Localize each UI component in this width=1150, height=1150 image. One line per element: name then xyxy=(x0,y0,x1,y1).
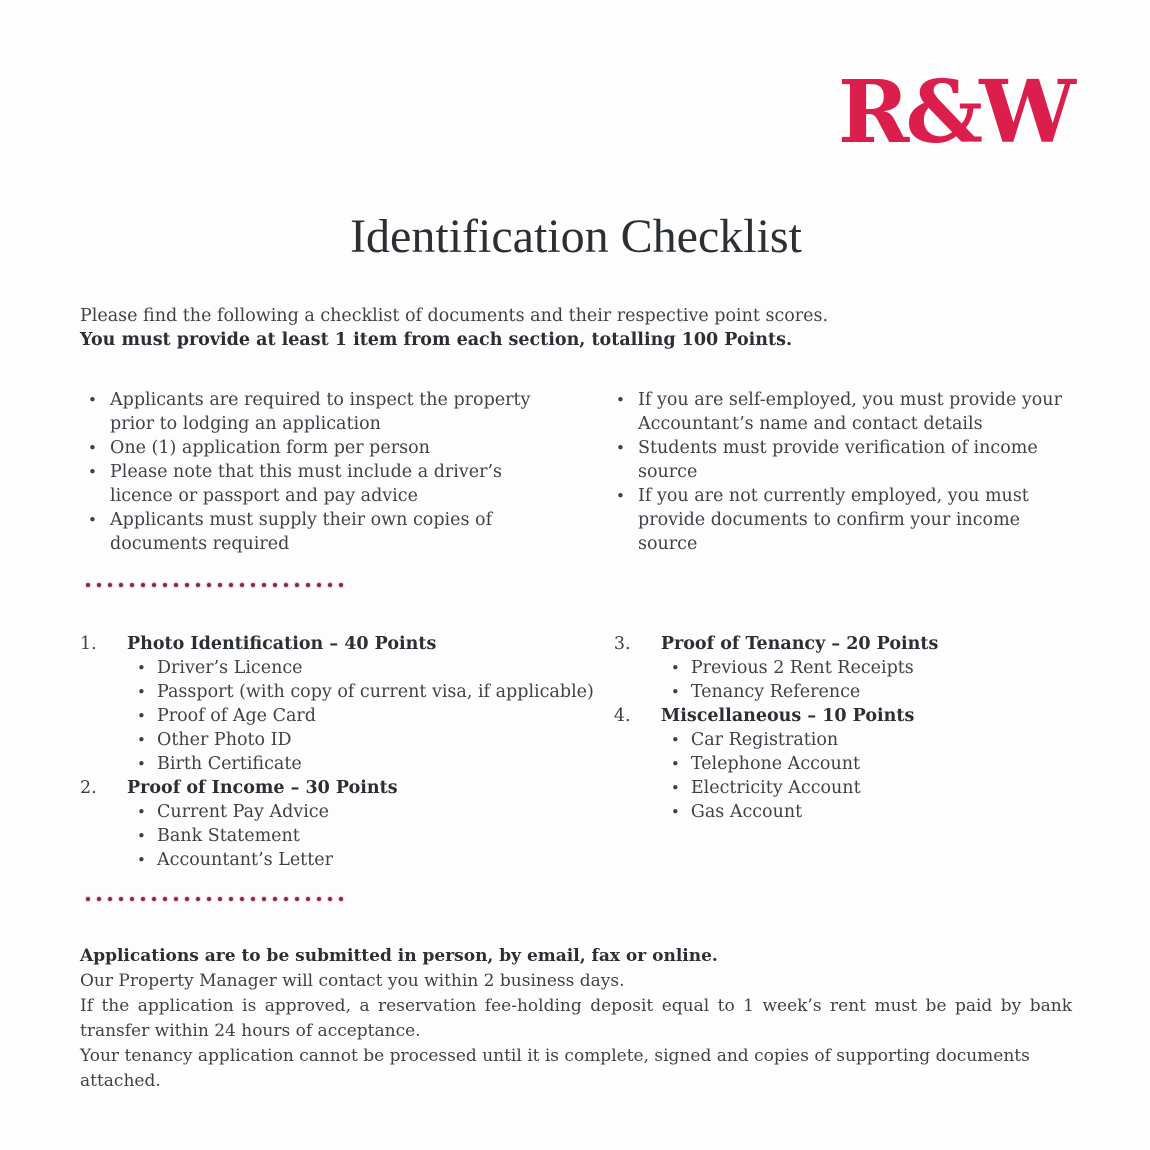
bullet-icon: • xyxy=(88,439,97,457)
dot-icon xyxy=(97,583,101,587)
dotted-separator-top xyxy=(80,582,1072,588)
list-item xyxy=(671,752,1072,776)
list-item xyxy=(671,800,1072,824)
dot-icon xyxy=(262,583,266,587)
bullet-icon: • xyxy=(137,707,146,725)
bullet-icon: • xyxy=(88,391,97,409)
bullet-icon: • xyxy=(616,487,625,505)
list-item-text: Applicants must supply their own copies of documents required xyxy=(110,510,493,554)
section-number: 3. xyxy=(613,634,631,654)
list-item xyxy=(616,484,1072,556)
list-item-text: Gas Account xyxy=(690,802,803,822)
list-item-text: Bank Statement xyxy=(157,826,300,846)
dotted-separator-bottom xyxy=(80,896,1072,902)
bullet-icon: • xyxy=(670,803,680,821)
dot-icon xyxy=(141,897,145,901)
bullet-icon: • xyxy=(670,683,680,701)
dot-icon xyxy=(108,897,112,901)
list-item xyxy=(137,800,594,824)
section-proof-of-tenancy xyxy=(614,632,1072,704)
section-header xyxy=(614,632,1072,656)
points-sections xyxy=(80,632,1072,872)
list-item xyxy=(671,680,1072,704)
list-item-text: Car Registration xyxy=(690,730,839,750)
dot-icon xyxy=(251,897,255,901)
list-item-text: Current Pay Advice xyxy=(157,802,329,822)
dot-icon xyxy=(108,583,112,587)
dot-icon xyxy=(273,583,277,587)
dot-icon xyxy=(328,583,332,587)
section-items xyxy=(80,800,594,872)
sections-column-left xyxy=(80,632,594,872)
list-item xyxy=(137,728,594,752)
section-heading: Miscellaneous – 10 Points xyxy=(660,706,915,726)
bullet-icon: • xyxy=(137,731,146,749)
dot-icon xyxy=(317,583,321,587)
dot-icon xyxy=(130,897,134,901)
list-item xyxy=(616,436,1072,484)
section-header xyxy=(80,632,594,656)
bullet-icon: • xyxy=(137,803,146,821)
list-item-text: Tenancy Reference xyxy=(690,682,861,702)
section-number: 2. xyxy=(80,778,97,798)
list-item xyxy=(671,656,1072,680)
dot-icon xyxy=(251,583,255,587)
list-item-text: Students must provide verification of income source xyxy=(638,438,1038,482)
footer-line: If the application is approved, a reservation fee-holding deposit equal to 1 week’s rent must be paid by bank transfer within 24 hours of acceptance. xyxy=(80,996,1072,1041)
dot-icon xyxy=(86,583,90,587)
page-title: Identification Checklist xyxy=(350,210,802,263)
list-item xyxy=(88,388,588,436)
dot-icon xyxy=(196,583,200,587)
dot-icon xyxy=(152,897,156,901)
bullet-icon: • xyxy=(670,779,680,797)
section-heading: Proof of Income – 30 Points xyxy=(127,778,398,798)
list-item xyxy=(137,824,594,848)
list-item-text: Driver’s Licence xyxy=(157,658,303,678)
bullet-icon: • xyxy=(88,511,97,529)
list-item xyxy=(671,728,1072,752)
bullet-icon: • xyxy=(137,827,146,845)
section-proof-of-income xyxy=(80,776,594,872)
bullet-icon: • xyxy=(670,755,680,773)
dot-icon xyxy=(218,583,222,587)
sections-column-right xyxy=(614,632,1072,872)
dot-icon xyxy=(163,897,167,901)
section-number: 1. xyxy=(80,634,97,654)
dot-icon xyxy=(152,583,156,587)
bullet-icon: • xyxy=(670,731,680,749)
section-heading: Photo Identification – 40 Points xyxy=(127,634,437,654)
list-item-text: If you are self-employed, you must provide your Accountant’s name and contact details xyxy=(638,390,1062,434)
dot-icon xyxy=(130,583,134,587)
dot-icon xyxy=(196,897,200,901)
dot-icon xyxy=(141,583,145,587)
section-items xyxy=(614,656,1072,704)
dot-icon xyxy=(174,897,178,901)
section-number: 4. xyxy=(613,706,631,726)
dot-icon xyxy=(207,897,211,901)
list-item xyxy=(137,848,594,872)
list-item xyxy=(137,752,594,776)
general-notes-right xyxy=(608,388,1072,556)
list-item-text: If you are not currently employed, you must provide documents to confirm your income source xyxy=(638,486,1029,554)
section-items xyxy=(614,728,1072,824)
dot-icon xyxy=(218,897,222,901)
dot-icon xyxy=(119,897,123,901)
footer-bold-line: Applications are to be submitted in person, by email, fax or online. xyxy=(80,946,718,966)
list-item-text: Birth Certificate xyxy=(157,754,302,774)
bullet-icon: • xyxy=(670,659,680,677)
section-header xyxy=(80,776,594,800)
list-item xyxy=(616,388,1072,436)
dot-icon xyxy=(229,583,233,587)
section-heading: Proof of Tenancy – 20 Points xyxy=(660,634,939,654)
list-item xyxy=(137,704,594,728)
section-miscellaneous xyxy=(614,704,1072,824)
dot-icon xyxy=(306,897,310,901)
list-item-text: Other Photo ID xyxy=(157,730,292,750)
list-item-text: One (1) application form per person xyxy=(110,438,430,458)
section-header xyxy=(614,704,1072,728)
dot-icon xyxy=(328,897,332,901)
list-item xyxy=(137,656,594,680)
section-photo-identification xyxy=(80,632,594,776)
list-item-text: Electricity Account xyxy=(690,778,861,798)
list-item-text: Telephone Account xyxy=(690,754,861,774)
dot-icon xyxy=(284,897,288,901)
dot-icon xyxy=(185,897,189,901)
page-header xyxy=(80,62,1072,163)
dot-icon xyxy=(97,897,101,901)
dot-icon xyxy=(262,897,266,901)
intro-line-2: You must provide at least 1 item from each section, totalling 100 Points. xyxy=(80,330,793,350)
footer-notes xyxy=(80,944,1072,1094)
dot-icon xyxy=(240,583,244,587)
dot-icon xyxy=(273,897,277,901)
dot-icon xyxy=(295,583,299,587)
dot-icon xyxy=(86,897,90,901)
dot-icon xyxy=(339,897,343,901)
dot-icon xyxy=(207,583,211,587)
dot-icon xyxy=(240,897,244,901)
list-item-text: Previous 2 Rent Receipts xyxy=(690,658,914,678)
bullet-icon: • xyxy=(137,755,146,773)
list-item-text: Please note that this must include a driver’s licence or passport and pay advice xyxy=(110,462,503,506)
dot-icon xyxy=(185,583,189,587)
list-item xyxy=(88,508,588,556)
bullet-icon: • xyxy=(137,851,146,869)
footer-line: Our Property Manager will contact you within 2 business days. xyxy=(80,971,625,991)
bullet-icon: • xyxy=(137,683,146,701)
dot-icon xyxy=(295,897,299,901)
general-notes-left xyxy=(80,388,588,556)
list-item xyxy=(88,460,588,508)
bullet-icon: • xyxy=(88,463,97,481)
list-item xyxy=(137,680,594,704)
section-items xyxy=(80,656,594,776)
list-item-text: Passport (with copy of current visa, if applicable) xyxy=(157,682,594,702)
bullet-icon: • xyxy=(616,439,625,457)
intro-line-1: Please find the following a checklist of documents and their respective point scores. xyxy=(80,306,829,326)
general-notes xyxy=(80,388,1072,556)
footer-line: Your tenancy application cannot be processed until it is complete, signed and copies of supporting documents attached. xyxy=(80,1046,1030,1091)
dot-icon xyxy=(174,583,178,587)
dot-icon xyxy=(229,897,233,901)
bullet-icon: • xyxy=(616,391,625,409)
dot-icon xyxy=(339,583,343,587)
list-item-text: Proof of Age Card xyxy=(157,706,316,726)
dot-icon xyxy=(284,583,288,587)
rw-logo: R&W xyxy=(837,62,1072,163)
dot-icon xyxy=(119,583,123,587)
list-item xyxy=(88,436,588,460)
list-item-text: Accountant’s Letter xyxy=(157,850,333,870)
dot-icon xyxy=(317,897,321,901)
dot-icon xyxy=(163,583,167,587)
bullet-icon: • xyxy=(137,659,146,677)
list-item-text: Applicants are required to inspect the property prior to lodging an application xyxy=(110,390,531,434)
list-item xyxy=(671,776,1072,800)
dot-icon xyxy=(306,583,310,587)
